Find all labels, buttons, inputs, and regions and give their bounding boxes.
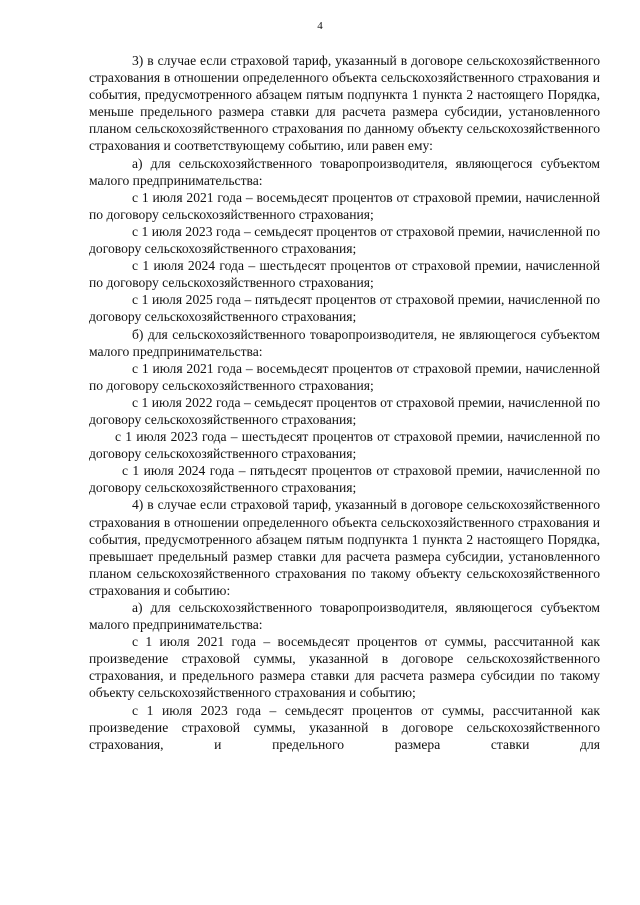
list-item-2023: с 1 июля 2023 года – шестьдесят процентов от страховой премии, начисленной по договору сельскохозяйственного страхования; <box>89 429 600 462</box>
subparagraph-a-small-business: а) для сельскохозяйственного товаропроизводителя, являющегося субъектом малого предпринимательства: <box>89 600 600 633</box>
list-item-2021: с 1 июля 2021 года – восемьдесят процентов от страховой премии, начисленной по договору сельскохозяйственного страхования; <box>89 360 600 393</box>
page-number: 4 <box>317 20 323 32</box>
list-item-2021: с 1 июля 2021 года – восемьдесят процентов от страховой премии, начисленной по договору сельскохозяйственного страхования; <box>89 189 600 222</box>
list-item-2025: с 1 июля 2025 года – пятьдесят процентов от страховой премии, начисленной по договору сельскохозяйственного страхования; <box>89 292 600 325</box>
list-item-2023: с 1 июля 2023 года – семьдесят процентов от суммы, рассчитанной как произведение страховой суммы, указанной в договоре сельскохозяйственного страхования, и предельного размера ставки для <box>89 702 600 752</box>
paragraph-3-intro: 3) в случае если страховой тариф, указанный в договоре сельскохозяйственного страхования в отношении определенного объекта сельскохозяйственного страхования и события, предусмотренного абзацем пятым подпункта 1 пункта 2 настоящего Порядка, меньше предельного размера ставки для расчета размера субсидии, установленного планом сельскохозяйственного страхования по данному объекту сельскохозяйственного страхования и соответствующему событию, или равен ему: <box>89 53 600 154</box>
list-item-2023: с 1 июля 2023 года – семьдесят процентов от страховой премии, начисленной по договору сельскохозяйственного страхования; <box>89 223 600 257</box>
list-item-2022: с 1 июля 2022 года – семьдесят процентов от страховой премии, начисленной по договору сельскохозяйственного страхования; <box>89 394 600 427</box>
subparagraph-a-small-business: а) для сельскохозяйственного товаропроизводителя, являющегося субъектом малого предпринимательства: <box>89 155 600 188</box>
paragraph-4-intro: 4) в случае если страховой тариф, указанный в договоре сельскохозяйственного страхования в отношении определенного объекта сельскохозяйственного страхования и события, предусмотренного абзацем пятым подпункта 1 пункта 2 настоящего Порядка, превышает предельный размер ставки для расчета размера субсидии, установленного планом сельскохозяйственного страхования по такому объекту сельскохозяйственного страхования и событию: <box>89 497 600 598</box>
list-item-2021: с 1 июля 2021 года – восемьдесят процентов от суммы, рассчитанной как произведение страховой суммы, указанной в договоре сельскохозяйственного страхования, и предельного размера ставки для расчета размера субсидии по такому объекту сельскохозяйственного страхования и событию; <box>89 634 600 701</box>
list-item-2024: с 1 июля 2024 года – шестьдесят процентов от страховой премии, начисленной по договору сельскохозяйственного страхования; <box>89 258 600 291</box>
document-body <box>89 52 600 753</box>
subparagraph-b-not-small-business: б) для сельскохозяйственного товаропроизводителя, не являющегося субъектом малого предпринимательства: <box>89 326 600 359</box>
list-item-2024: с 1 июля 2024 года – пятьдесят процентов от страховой премии, начисленной по договору сельскохозяйственного страхования; <box>89 463 600 496</box>
